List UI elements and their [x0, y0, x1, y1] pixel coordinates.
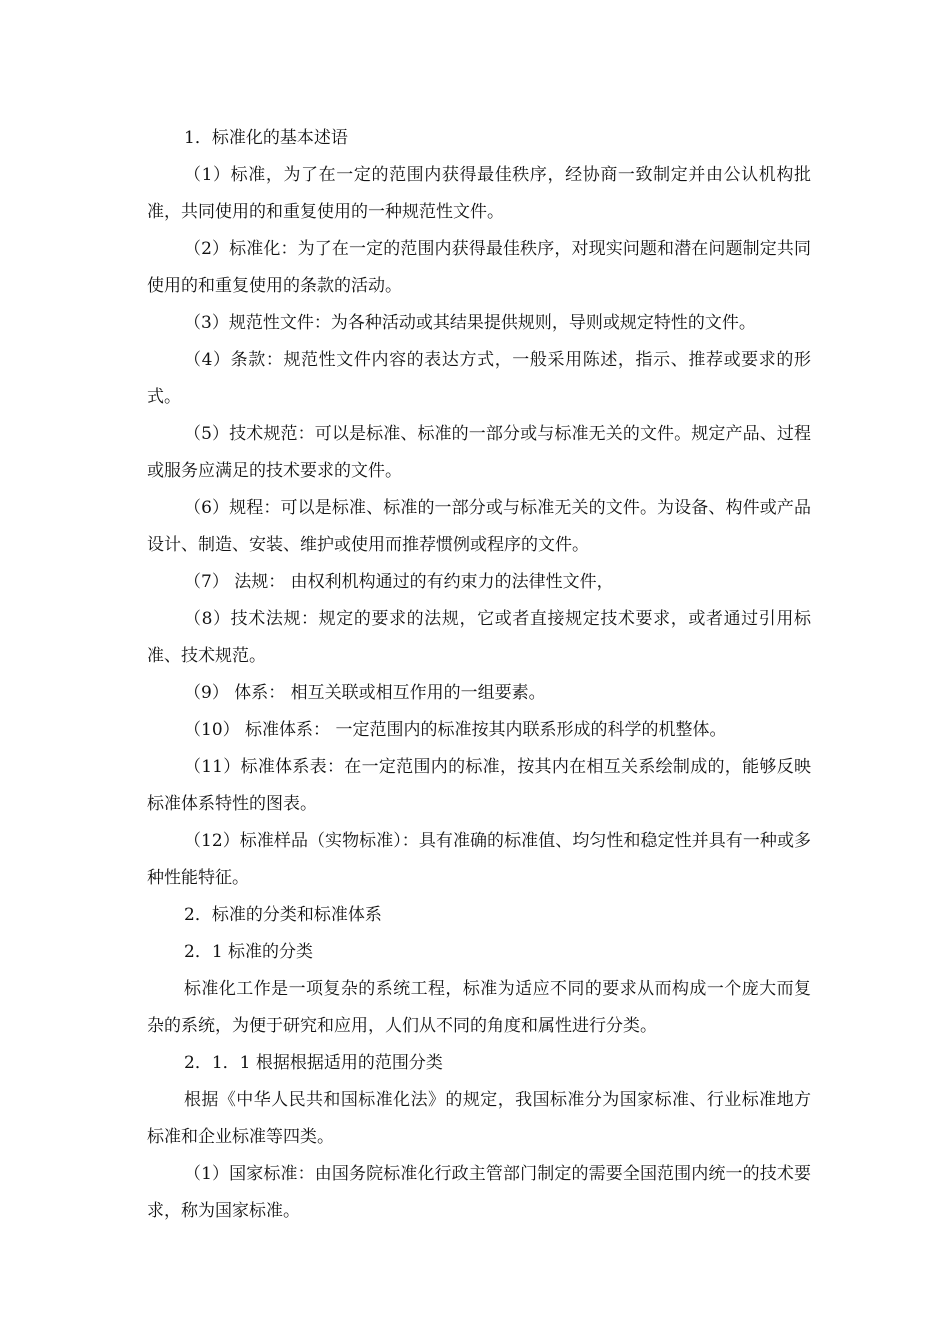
- paragraph-normative-document: （3）规范性文件：为各种活动或其结果提供规则，导则或规定特性的文件。: [184, 313, 756, 333]
- heading-classification-and-system: 2．标准的分类和标准体系: [184, 905, 382, 925]
- paragraph-clause: （4）条款：规范性文件内容的表达方式，一般采用陈述，指示、推荐或要求的形式。: [147, 350, 811, 407]
- paragraph-classification-intro: 标准化工作是一项复杂的系统工程，标准为适应不同的要求从而构成一个庞大而复杂的系统，为便于研究和应用，人们从不同的角度和属性进行分类。: [147, 979, 811, 1036]
- paragraph-regulation: （7） 法规： 由权利机构通过的有约束力的法律性文件，: [184, 572, 614, 592]
- paragraph-technical-regulation: （8）技术法规：规定的要求的法规，它或者直接规定技术要求，或者通过引用标准、技术规范。: [147, 609, 811, 666]
- paragraph-code-of-practice: （6）规程：可以是标准、标准的一部分或与标准无关的文件。为设备、构件或产品设计、制造、安装、维护或使用而推荐惯例或程序的文件。: [147, 498, 811, 555]
- paragraph-national-standard: （1）国家标准：由国务院标准化行政主管部门制定的需要全国范围内统一的技术要求，称为国家标准。: [147, 1164, 811, 1221]
- paragraph-standard-system: （10） 标准体系： 一定范围内的标准按其内联系形成的科学的机整体。: [184, 720, 727, 740]
- paragraph-standard: （1）标准，为了在一定的范围内获得最佳秩序，经协商一致制定并由公认机构批准，共同使用的和重复使用的一种规范性文件。: [147, 165, 811, 222]
- paragraph-standardization: （2）标准化：为了在一定的范围内获得最佳秩序，对现实问题和潜在问题制定共同使用的和重复使用的条款的活动。: [147, 239, 811, 296]
- heading-classification: 2．1 标准的分类: [184, 942, 314, 962]
- paragraph-four-categories: 根据《中华人民共和国标准化法》的规定，我国标准分为国家标准、行业标准地方标准和企业标准等四类。: [147, 1090, 811, 1147]
- paragraph-technical-specification: （5）技术规范：可以是标准、标准的一部分或与标准无关的文件。规定产品、过程或服务应满足的技术要求的文件。: [147, 424, 811, 481]
- paragraph-system: （9） 体系： 相互关联或相互作用的一组要素。: [184, 683, 546, 703]
- heading-classification-by-scope: 2．1．1 根据根据适用的范围分类: [184, 1053, 443, 1073]
- paragraph-reference-material: （12）标准样品（实物标准）：具有准确的标准值、均匀性和稳定性并具有一种或多种性能特征。: [147, 831, 811, 888]
- paragraph-standard-system-table: （11）标准体系表：在一定范围内的标准，按其内在相互关系绘制成的，能够反映标准体系特性的图表。: [147, 757, 811, 814]
- document-body: [147, 120, 811, 1230]
- heading-basic-terms: 1．标准化的基本述语: [184, 128, 348, 148]
